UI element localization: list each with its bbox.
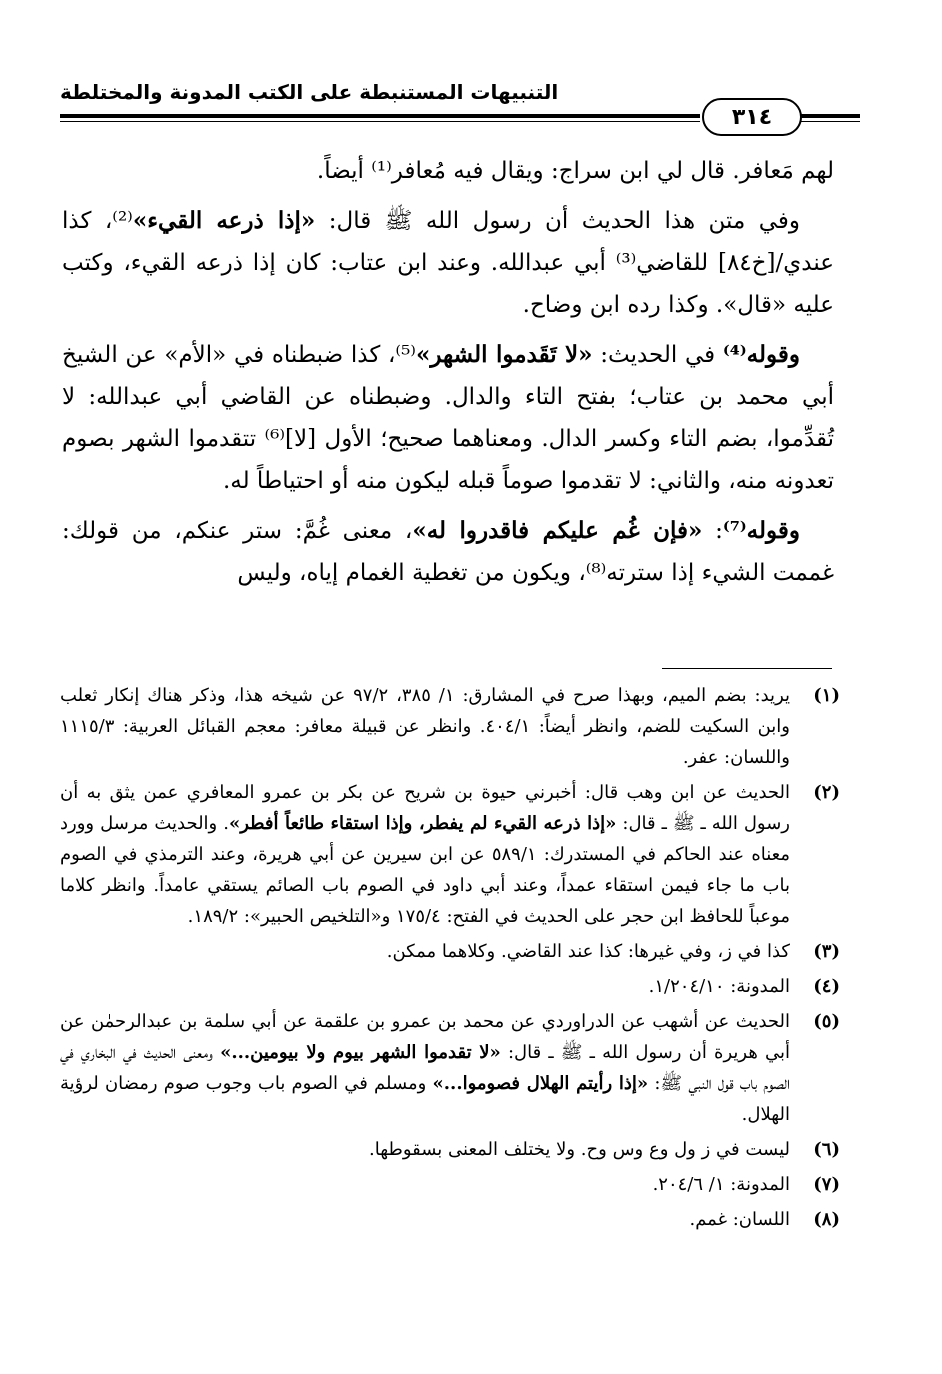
- paragraph-4-rest: ، معنى غُمَّ: ستر عنكم، من قولك: غممت الشيء إذا سترته⁽⁸⁾، ويكون من تغطية الغمام إياه، وليس: [62, 518, 834, 586]
- footnote-2-c: . والحديث مرسل وورد معناه عند الحاكم في المستدرك: ٥٨٩/١ عن ابن سيرين عن أبي هريرة، وعند الترمذي في الصوم باب ما جاء فيمن استقاء عمداً، وعند أبي داود في الصوم باب الصائم يستقي عامداً. وانظر كلاما موعباً للحافظ ابن حجر على الحديث في الفتح: ١٧٥/٤ و«التلخيص الحبير»: ١٨٩/٢.: [60, 813, 790, 927]
- footnote-text: ليست في ز ول وع وس وح. ولا يختلف المعنى بسقوطها.: [369, 1139, 790, 1160]
- footnote-5-quote-2: «إذا رأيتم الهلال فصوموا...»: [432, 1073, 649, 1094]
- page-header: [60, 78, 860, 138]
- paragraph-3-rest: ⁽⁵⁾، كذا ضبطناه في «الأم» عن الشيخ أبي محمد بن عتاب؛ بفتح التاء والدال. وضبطناه عن القاضي أبي عبدالله: لا تُقدِّموا، بضم التاء وكسر الدال. ومعناهما صحيح؛ الأول [لا]⁽⁶⁾ تتقدموا الشهر بصوم تعدونه منه، والثاني: لا تقدموا صوماً قبله ليكون منه أو احتياطاً له.: [62, 342, 834, 494]
- footnote-4: [60, 971, 840, 1002]
- footnote-number: (٦): [813, 1139, 840, 1160]
- qawluhu-label: وقوله⁽⁷⁾: [722, 517, 801, 544]
- footnote-number: (٨): [813, 1209, 840, 1230]
- footnote-number: (٤): [813, 976, 840, 997]
- footnote-2-quote: «إذا ذرعه القيء لم يفطر، وإذا استقاء طائعاً أفطر»: [228, 813, 617, 834]
- paragraph-2-rest: ⁽²⁾، كذا عندي/[خ٨٤] للقاضي⁽³⁾ أبي عبدالله. وعند ابن عتاب: كان إذا ذرعه القيء، وكتب عليه «قال». وكذا رده ابن وضاح.: [62, 208, 834, 318]
- footnotes: [60, 680, 840, 1239]
- footnote-2: [60, 777, 840, 932]
- paragraph-3-connector: في الحديث:: [592, 342, 723, 368]
- footnote-text: يريد: بضم الميم، وبهذا صرح في المشارق: ١/ ٣٨٥، ٩٧/٢ عن شيخه هذا، وذكر هناك إنكار ثعلب وابن السكيت للضم، وانظر أيضاً: ٤٠٤/١. وانظر عن قبيلة معافر: معجم القبائل العربية: ١١١٥/٣ واللسان: عفر.: [60, 685, 791, 768]
- qawluhu-label: وقوله⁽⁴⁾: [722, 341, 801, 368]
- footnote-1: [60, 680, 840, 773]
- footnote-8: [60, 1204, 840, 1235]
- footnote-2-a: الحديث عن ابن وهب قال: أخبرني حيوة بن شريح عن بكر بن عمرو المعافري عمن يثق به أن رسول الله ـ ﷺ ـ قال:: [60, 782, 790, 834]
- footnote-5-a: الحديث عن أشهب عن الدراوردي عن محمد بن عمرو بن علقمة عن أبي سلمة بن عبدالرحمٰن عن أبي هريرة أن رسول الله ـ ﷺ ـ قال:: [60, 1011, 790, 1063]
- footnote-number: (٧): [813, 1174, 840, 1195]
- footnote-text: اللسان: غمم.: [689, 1209, 790, 1230]
- footnote-7: [60, 1169, 840, 1200]
- footnote-number: (٥): [813, 1011, 840, 1032]
- footnote-3: [60, 936, 840, 967]
- running-title: التنبيهات المستنبطة على الكتب المدونة والمختلطة: [60, 80, 559, 104]
- paragraph-1: لهم مَعافر. قال لي ابن سراج: ويقال فيه مُعافر⁽¹⁾ أيضاً.: [316, 158, 834, 184]
- footnote-text: [60, 777, 790, 932]
- hadith-quote: «لا تَقَدموا الشهر»: [415, 341, 593, 368]
- hadith-quote: «فإن غُم عليكم فاقدروا له»: [412, 517, 703, 544]
- footnote-5-c: ومعنى الحديث في البخاري في الصوم باب قول النبي ﷺ:: [60, 1042, 790, 1094]
- footnote-5-quote: «لا تقدموا الشهر بيوم ولا بيومين...»: [220, 1042, 501, 1063]
- header-rule-thin: [60, 121, 700, 122]
- paragraph-2-intro: وفي متن هذا الحديث أن رسول الله ﷺ قال:: [315, 208, 801, 234]
- main-text: [62, 150, 834, 602]
- paragraph-2: [62, 200, 834, 326]
- paragraph-3: [62, 334, 834, 502]
- header-rule-right: [800, 114, 860, 118]
- footnote-text: المدونة: ١/٢٠٤/١٠.: [648, 976, 790, 997]
- footnote-number: (٢): [813, 782, 840, 803]
- footnote-separator: [662, 668, 832, 669]
- hadith-quote: «إذا ذرعه القيء»: [132, 207, 316, 234]
- footnote-5: [60, 1006, 840, 1130]
- footnote-number: (١): [813, 685, 840, 706]
- footnote-number: (٣): [813, 941, 840, 962]
- paragraph-4-connector: :: [702, 518, 723, 544]
- footnote-6: [60, 1134, 840, 1165]
- paragraph-4: [62, 510, 834, 594]
- header-rule-right-thin: [800, 121, 860, 122]
- footnote-text: كذا في ز، وفي غيرها: كذا عند القاضي. وكلاهما ممكن.: [386, 941, 790, 962]
- page-number: ٣١٤: [702, 98, 802, 136]
- header-rule: [60, 114, 700, 118]
- footnote-text: المدونة: ١/ ٢٠٤/٦.: [652, 1174, 790, 1195]
- footnote-5-e: ومسلم في الصوم باب وجوب صوم رمضان لرؤية الهلال.: [60, 1073, 790, 1125]
- footnote-text: [60, 1006, 790, 1130]
